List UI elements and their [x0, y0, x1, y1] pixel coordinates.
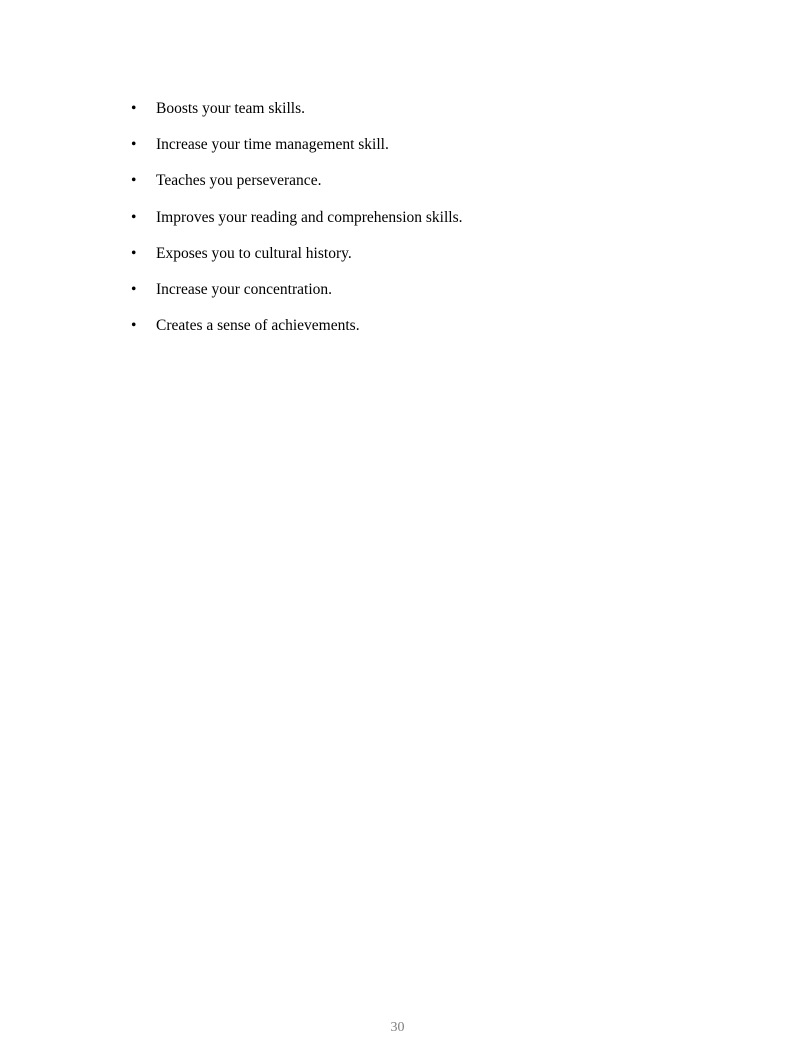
list-item-text: Boosts your team skills.: [156, 100, 305, 117]
list-item-text: Increase your time management skill.: [156, 136, 389, 154]
page-number: 30: [390, 1020, 405, 1035]
bullet-icon: •: [131, 136, 137, 154]
bullet-icon: •: [131, 317, 137, 335]
bullet-icon: •: [131, 100, 137, 117]
list-item-text: Increase your concentration.: [156, 280, 333, 298]
bullet-icon: •: [131, 280, 137, 298]
list-item-text: Exposes you to cultural history.: [156, 244, 352, 262]
bullet-icon: •: [131, 208, 137, 226]
list-item-text: Creates a sense of achievements.: [156, 317, 360, 335]
list-item-text: Improves your reading and comprehension skills.: [156, 208, 463, 226]
bullet-icon: •: [131, 244, 137, 262]
bullet-icon: •: [131, 172, 137, 190]
list-item-text: Teaches you perseverance.: [156, 172, 322, 190]
